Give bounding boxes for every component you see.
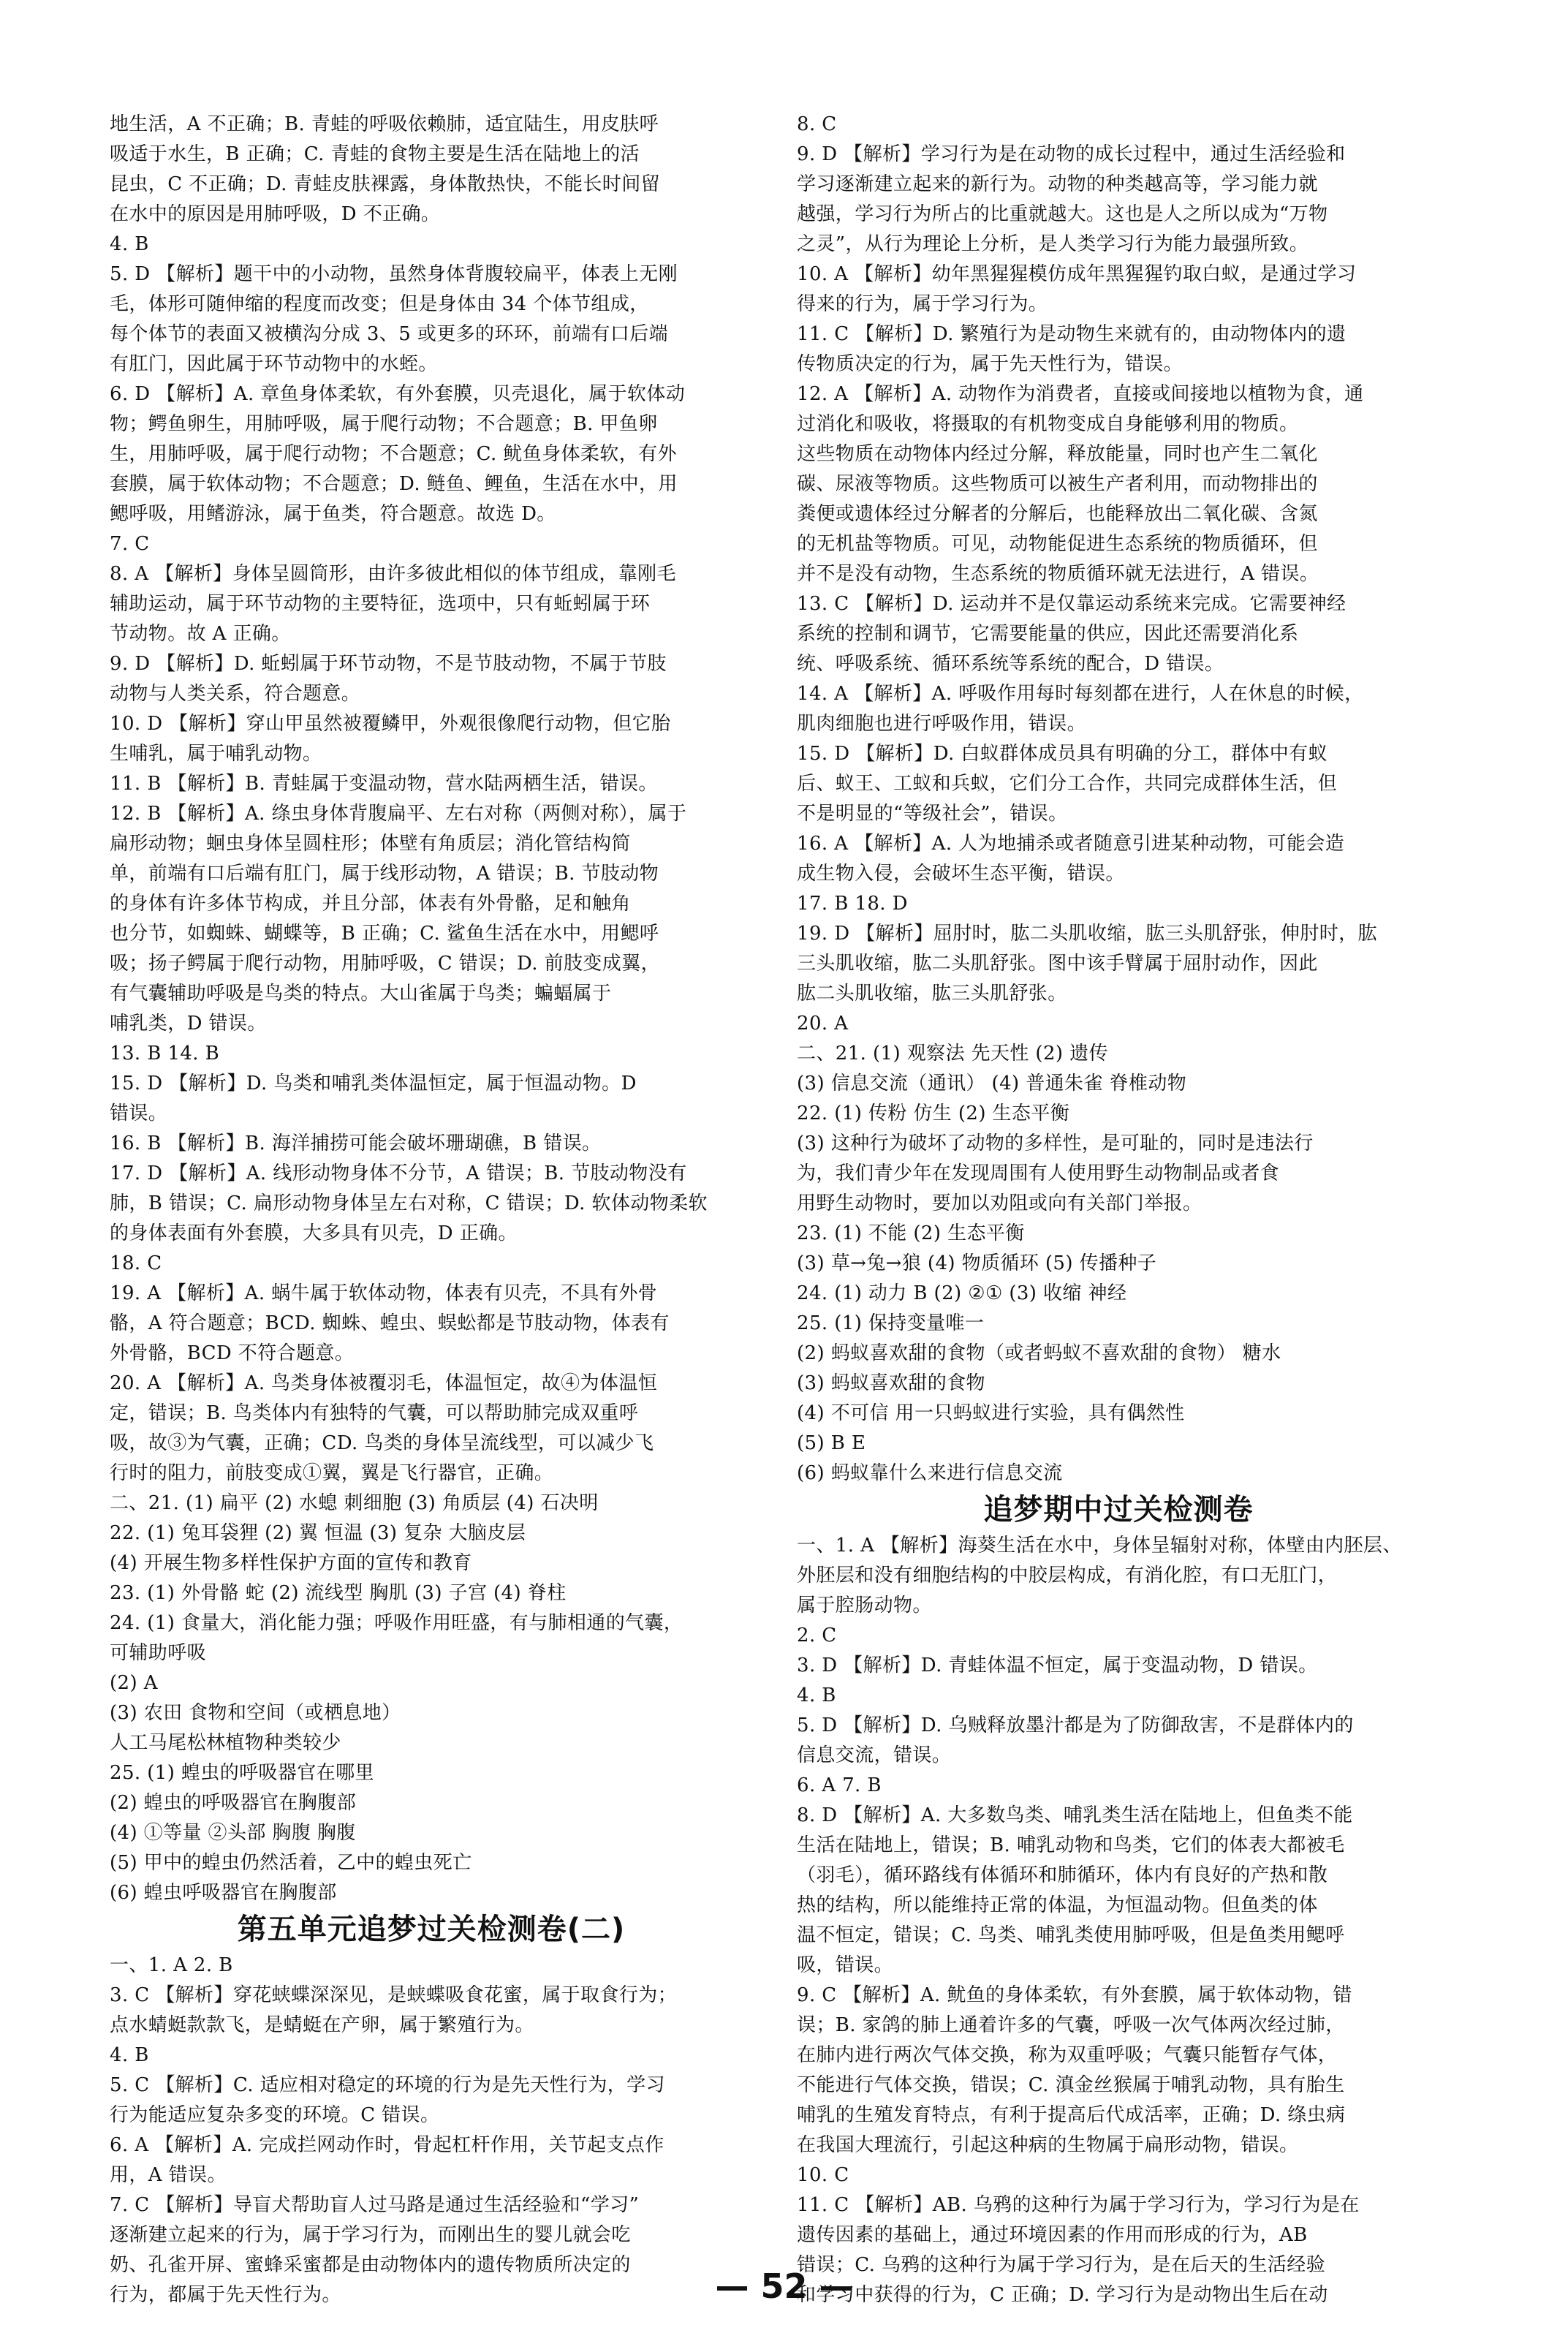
text-line: 一、1. A 2. B	[110, 1954, 233, 1976]
text-line: 的无机盐等物质。可见，动物能促进生态系统的物质循环，但	[797, 533, 1318, 555]
text-line: (6) 蚂蚁靠什么来进行信息交流	[797, 1462, 1063, 1484]
text-line: 鳃呼吸，用鳍游泳，属于鱼类，符合题意。故选 D。	[110, 503, 556, 525]
text-line: 之灵”，从行为理论上分析，是人类学习行为能力最强所致。	[797, 233, 1309, 255]
text-line: 25. (1) 蝗虫的呼吸器官在哪里	[110, 1762, 374, 1784]
text-line: 过消化和吸收，将摄取的有机物变成自身能够利用的物质。	[797, 413, 1299, 435]
text-line: 有气囊辅助呼吸是鸟类的特点。大山雀属于鸟类；蝙蝠属于	[110, 983, 612, 1005]
text-line: 错误。	[110, 1103, 168, 1124]
text-line: 错误；C. 乌鸦的这种行为属于学习行为，是在后天的生活经验	[797, 2254, 1326, 2276]
text-line: 有肛门，因此属于环节动物中的水蛭。	[110, 353, 438, 375]
text-line: 肱二头肌收缩，肱三头肌舒张。	[797, 983, 1067, 1005]
text-line: 遗传因素的基础上，通过环境因素的作用而形成的行为，AB	[797, 2224, 1308, 2246]
text-line: 毛，体形可随伸缩的程度而改变；但是身体由 34 个体节组成，	[110, 293, 649, 315]
text-line: 7. C 【解析】导盲犬帮助盲人过马路是通过生活经验和“学习”	[110, 2194, 640, 2216]
text-line: 点水蜻蜓款款飞，是蜻蜓在产卵，属于繁殖行为。	[110, 2014, 534, 2036]
text-line: 19. D 【解析】屈肘时，肱二头肌收缩，肱三头肌舒张，伸肘时，肱	[797, 923, 1377, 945]
text-line: 4. B	[110, 233, 149, 255]
left-column	[110, 110, 753, 2310]
text-line: 二、21. (1) 扁平 (2) 水螅 刺细胞 (3) 角质层 (4) 石决明	[110, 1492, 599, 1514]
text-line: 行时的阻力，前肢变成①翼，翼是飞行器官，正确。	[110, 1462, 554, 1484]
text-line: 6. A 7. B	[797, 1774, 882, 1796]
text-line: 11. C 【解析】D. 繁殖行为是动物生来就有的，由动物体内的遗	[797, 323, 1347, 345]
text-line: (5) B E	[797, 1432, 866, 1454]
text-line: 属于腔肠动物。	[797, 1595, 932, 1616]
text-line: 人工马尾松林植物种类较少	[110, 1732, 341, 1754]
text-line: (3) 信息交流（通讯） (4) 普通朱雀 脊椎动物	[797, 1073, 1187, 1094]
text-line: 12. A 【解析】A. 动物作为消费者，直接或间接地以植物为食，通	[797, 383, 1364, 405]
text-line: (3) 草→兔→狼 (4) 物质循环 (5) 传播种子	[797, 1252, 1157, 1274]
text-line: 学习逐渐建立起来的新行为。动物的种类越高等，学习能力就	[797, 173, 1318, 195]
text-line: 哺乳类，D 错误。	[110, 1013, 267, 1035]
text-line: 生哺乳，属于哺乳动物。	[110, 743, 322, 765]
text-line: (3) 这种行为破坏了动物的多样性，是可耻的，同时是违法行	[797, 1132, 1314, 1154]
text-line: 6. D 【解析】A. 章鱼身体柔软，有外套膜，贝壳退化，属于软体动	[110, 383, 686, 405]
text-line: 逐渐建立起来的行为，属于学习行为，而刚出生的婴儿就会吃	[110, 2224, 631, 2246]
text-line: 20. A 【解析】A. 鸟类身体被覆羽毛，体温恒定，故④为体温恒	[110, 1372, 658, 1394]
text-line: 10. A 【解析】幼年黑猩猩模仿成年黑猩猩钓取白蚁，是通过学习	[797, 263, 1357, 285]
text-line: 13. B 14. B	[110, 1043, 220, 1065]
text-line: 节动物。故 A 正确。	[110, 623, 291, 645]
text-line: 在肺内进行两次气体交换，称为双重呼吸；气囊只能暂存气体，	[797, 2044, 1338, 2066]
text-line: 22. (1) 传粉 仿生 (2) 生态平衡	[797, 1103, 1070, 1124]
text-line: 统、呼吸系统、循环系统等系统的配合，D 错误。	[797, 653, 1224, 675]
text-line: 6. A 【解析】A. 完成拦网动作时，骨起杠杆作用，关节起支点作	[110, 2134, 664, 2156]
text-line: (4) 开展生物多样性保护方面的宣传和教育	[110, 1552, 472, 1574]
text-line: 得来的行为，属于学习行为。	[797, 293, 1048, 315]
section-title: 追梦期中过关检测卷	[983, 1493, 1254, 1527]
text-line: 13. C 【解析】D. 运动并不是仅靠运动系统来完成。它需要神经	[797, 593, 1347, 615]
text-line: 在我国大理流行，引起这种病的生物属于扁形动物，错误。	[797, 2134, 1299, 2156]
text-line: 16. B 【解析】B. 海洋捕捞可能会破坏珊瑚礁，B 错误。	[110, 1132, 602, 1154]
text-line: 3. C 【解析】穿花蛱蝶深深见，是蛱蝶吸食花蜜，属于取食行为；	[110, 1984, 678, 2006]
text-line: 的身体表面有外套膜，大多具有贝壳，D 正确。	[110, 1222, 518, 1244]
text-line: 11. C 【解析】AB. 乌鸦的这种行为属于学习行为，学习行为是在	[797, 2194, 1360, 2216]
text-line: 吸，错误。	[797, 1954, 894, 1976]
text-line: 肌肉细胞也进行呼吸作用，错误。	[797, 713, 1087, 735]
text-line: 3. D 【解析】D. 青蛙体温不恒定，属于变温动物，D 错误。	[797, 1655, 1318, 1676]
text-line: 5. D 【解析】题干中的小动物，虽然身体背腹较扁平，体表上无刚	[110, 263, 678, 285]
text-line: 信息交流，错误。	[797, 1744, 952, 1766]
text-line: 10. C	[797, 2164, 849, 2186]
text-line: 传物质决定的行为，属于先天性行为，错误。	[797, 353, 1183, 375]
text-line: 后、蚁王、工蚁和兵蚁，它们分工合作，共同完成群体生活，但	[797, 773, 1338, 795]
text-line: 吸，故③为气囊，正确；CD. 鸟类的身体呈流线型，可以减少飞	[110, 1432, 654, 1454]
text-line: 4. B	[110, 2044, 149, 2066]
text-line: 不能进行气体交换，错误；C. 滇金丝猴属于哺乳动物，具有胎生	[797, 2074, 1345, 2096]
text-line: 物；鳄鱼卵生，用肺呼吸，属于爬行动物；不合题意；B. 甲鱼卵	[110, 413, 658, 435]
text-line: 7. C	[110, 533, 150, 555]
text-line: 吸；扬子鳄属于爬行动物，用肺呼吸，C 错误；D. 前肢变成翼，	[110, 953, 661, 975]
text-line: 12. B 【解析】A. 绦虫身体背腹扁平、左右对称（两侧对称），属于	[110, 803, 687, 825]
text-line: 24. (1) 食量大，消化能力强；呼吸作用旺盛，有与肺相通的气囊，	[110, 1612, 683, 1634]
text-line: 昆虫，C 不正确；D. 青蛙皮肤裸露，身体散热快，不能长时间留	[110, 173, 661, 195]
text-line: 24. (1) 动力 B (2) ②① (3) 收缩 神经	[797, 1282, 1127, 1304]
text-line: 并不是没有动物，生态系统的物质循环就无法进行，A 错误。	[797, 563, 1319, 585]
text-line: 行为能适应复杂多变的环境。C 错误。	[110, 2104, 440, 2126]
text-line: 行为，都属于先天性行为。	[110, 2284, 341, 2306]
text-line: 用野生动物时，要加以劝阻或向有关部门举报。	[797, 1192, 1202, 1214]
text-line: （羽毛），循环路线有体循环和肺循环，体内有良好的产热和散	[797, 1864, 1328, 1886]
text-line: 肺，B 错误；C. 扁形动物身体呈左右对称，C 错误；D. 软体动物柔软	[110, 1192, 708, 1214]
page-number: — 52 —	[715, 2266, 853, 2306]
text-line: 系统的控制和调节，它需要能量的供应，因此还需要消化系	[797, 623, 1299, 645]
text-line: 外胚层和没有细胞结构的中胶层构成，有消化腔，有口无肛门，	[797, 1565, 1338, 1587]
text-line: 定，错误；B. 鸟类体内有独特的气囊，可以帮助肺完成双重呼	[110, 1402, 639, 1424]
text-line: (6) 蝗虫呼吸器官在胸腹部	[110, 1882, 337, 1904]
text-line: (3) 农田 食物和空间（或栖息地）	[110, 1702, 401, 1724]
text-line: 可辅助呼吸	[110, 1642, 207, 1664]
text-line: 动物与人类关系，符合题意。	[110, 683, 361, 705]
text-line: 三头肌收缩，肱二头肌舒张。图中该手臂属于屈肘动作，因此	[797, 953, 1318, 975]
text-line: (2) 蝗虫的呼吸器官在胸腹部	[110, 1792, 357, 1814]
text-line: 15. D 【解析】D. 白蚁群体成员具有明确的分工，群体中有蚁	[797, 743, 1328, 765]
text-line: 用，A 错误。	[110, 2164, 227, 2186]
text-line: 奶、孔雀开屏、蜜蜂采蜜都是由动物体内的遗传物质所决定的	[110, 2254, 631, 2276]
right-column	[797, 110, 1440, 2310]
text-line: 20. A	[797, 1013, 849, 1035]
text-line: 2. C	[797, 1625, 837, 1646]
text-line: 17. D 【解析】A. 线形动物身体不分节，A 错误；B. 节肢动物没有	[110, 1162, 687, 1184]
text-line: 外骨骼，BCD 不符合题意。	[110, 1342, 355, 1364]
text-line: 23. (1) 不能 (2) 生态平衡	[797, 1222, 1025, 1244]
text-line: 地生活，A 不正确；B. 青蛙的呼吸依赖肺，适宜陆生，用皮肤呼	[110, 113, 659, 135]
text-line: 单，前端有口后端有肛门，属于线形动物，A 错误；B. 节肢动物	[110, 863, 659, 885]
text-line: (2) A	[110, 1672, 158, 1694]
text-line: 碳、尿液等物质。这些物质可以被生产者利用，而动物排出的	[797, 473, 1318, 495]
text-line: 10. D 【解析】穿山甲虽然被覆鳞甲，外观很像爬行动物，但它胎	[110, 713, 671, 735]
text-line: 8. A 【解析】身体呈圆筒形，由许多彼此相似的体节组成，靠刚毛	[110, 563, 676, 585]
text-line: 19. A 【解析】A. 蜗牛属于软体动物，体表有贝壳，不具有外骨	[110, 1282, 658, 1304]
text-line: 骼，A 符合题意；BCD. 蜘蛛、蝗虫、蜈蚣都是节肢动物，体表有	[110, 1312, 670, 1334]
text-line: 的身体有许多体节构成，并且分部，体表有外骨骼，足和触角	[110, 893, 631, 915]
text-line: 在水中的原因是用肺呼吸，D 不正确。	[110, 203, 441, 225]
text-line: 热的结构，所以能维持正常的体温，为恒温动物。但鱼类的体	[797, 1894, 1318, 1916]
text-line: 一、1. A 【解析】海葵生活在水中，身体呈辐射对称，体壁由内胚层、	[797, 1535, 1402, 1557]
text-line: (3) 蚂蚁喜欢甜的食物	[797, 1372, 985, 1394]
text-line: 15. D 【解析】D. 鸟类和哺乳类体温恒定，属于恒温动物。D	[110, 1073, 637, 1094]
text-line: 哺乳的生殖发育特点，有利于提高后代成活率，正确；D. 绦虫病	[797, 2104, 1346, 2126]
text-line: 18. C	[110, 1252, 162, 1274]
text-line: 9. D 【解析】D. 蚯蚓属于环节动物，不是节肢动物，不属于节肢	[110, 653, 667, 675]
text-line: 11. B 【解析】B. 青蛙属于变温动物，营水陆两栖生活，错误。	[110, 773, 658, 795]
text-line: 为，我们青少年在发现周围有人使用野生动物制品或者食	[797, 1162, 1280, 1184]
text-line: 越强，学习行为所占的比重就越大。这也是人之所以成为“万物	[797, 203, 1328, 225]
text-line: 8. D 【解析】A. 大多数鸟类、哺乳类生活在陆地上，但鱼类不能	[797, 1804, 1353, 1826]
text-line: 也分节，如蜘蛛、蝴蝶等，B 正确；C. 鲨鱼生活在水中，用鳃呼	[110, 923, 659, 945]
text-line: 这些物质在动物体内经过分解，释放能量，同时也产生二氧化	[797, 443, 1318, 465]
text-line: 温不恒定，错误；C. 鸟类、哺乳类使用肺呼吸，但是鱼类用鳃呼	[797, 1924, 1345, 1946]
text-line: (2) 蚂蚁喜欢甜的食物（或者蚂蚁不喜欢甜的食物） 糖水	[797, 1342, 1281, 1364]
text-line: 套膜，属于软体动物；不合题意；D. 鲢鱼、鲤鱼，生活在水中，用	[110, 473, 678, 495]
text-line: 25. (1) 保持变量唯一	[797, 1312, 985, 1334]
text-line: 8. C	[797, 113, 837, 135]
text-line: 成生物入侵，会破坏生态平衡，错误。	[797, 863, 1125, 885]
text-line: 16. A 【解析】A. 人为地捕杀或者随意引进某种动物，可能会造	[797, 833, 1345, 855]
text-line: 生活在陆地上，错误；B. 哺乳动物和鸟类，它们的体表大都被毛	[797, 1834, 1345, 1856]
text-line: 每个体节的表面又被横沟分成 3、5 或更多的环环，前端有口后端	[110, 323, 669, 345]
text-line: (4) ①等量 ②头部 胸腹 胸腹	[110, 1822, 356, 1844]
text-line: 9. C 【解析】A. 鱿鱼的身体柔软，有外套膜，属于软体动物，错	[797, 1984, 1352, 2006]
text-line: 23. (1) 外骨骼 蛇 (2) 流线型 胸肌 (3) 子宫 (4) 脊柱	[110, 1582, 567, 1604]
text-line: 5. C 【解析】C. 适应相对稳定的环境的行为是先天性行为，学习	[110, 2074, 665, 2096]
text-line: 和学习中获得的行为，C 正确；D. 学习行为是动物出生后在动	[797, 2284, 1328, 2306]
text-line: 扁形动物；蛔虫身体呈圆柱形；体壁有角质层；消化管结构简	[110, 833, 631, 855]
text-line: 22. (1) 兔耳袋狸 (2) 翼 恒温 (3) 复杂 大脑皮层	[110, 1522, 526, 1544]
text-line: 误；B. 家鸽的肺上通着许多的气囊，呼吸一次气体两次经过肺，	[797, 2014, 1345, 2036]
text-line: 9. D 【解析】学习行为是在动物的成长过程中，通过生活经验和	[797, 143, 1346, 165]
text-line: 14. A 【解析】A. 呼吸作用每时每刻都在进行，人在休息的时候，	[797, 683, 1364, 705]
text-line: 二、21. (1) 观察法 先天性 (2) 遗传	[797, 1043, 1108, 1065]
text-line: 粪便或遗体经过分解者的分解后，也能释放出二氧化碳、含氮	[797, 503, 1318, 525]
text-line: 不是明显的“等级社会”，错误。	[797, 803, 1068, 825]
section-title: 第五单元追梦过关检测卷(二)	[237, 1913, 626, 1946]
text-line: 辅助运动，属于环节动物的主要特征，选项中，只有蚯蚓属于环	[110, 593, 651, 615]
text-line: (5) 甲中的蝗虫仍然活着，乙中的蝗虫死亡	[110, 1852, 472, 1874]
text-line: 5. D 【解析】D. 乌贼释放墨汁都是为了防御敌害，不是群体内的	[797, 1714, 1354, 1736]
text-line: 4. B	[797, 1684, 836, 1706]
text-line: (4) 不可信 用一只蚂蚁进行实验，具有偶然性	[797, 1402, 1185, 1424]
text-line: 17. B 18. D	[797, 893, 908, 915]
text-line: 生，用肺呼吸，属于爬行动物；不合题意；C. 鱿鱼身体柔软，有外	[110, 443, 677, 465]
text-line: 吸适于水生，B 正确；C. 青蛙的食物主要是生活在陆地上的活	[110, 143, 640, 165]
